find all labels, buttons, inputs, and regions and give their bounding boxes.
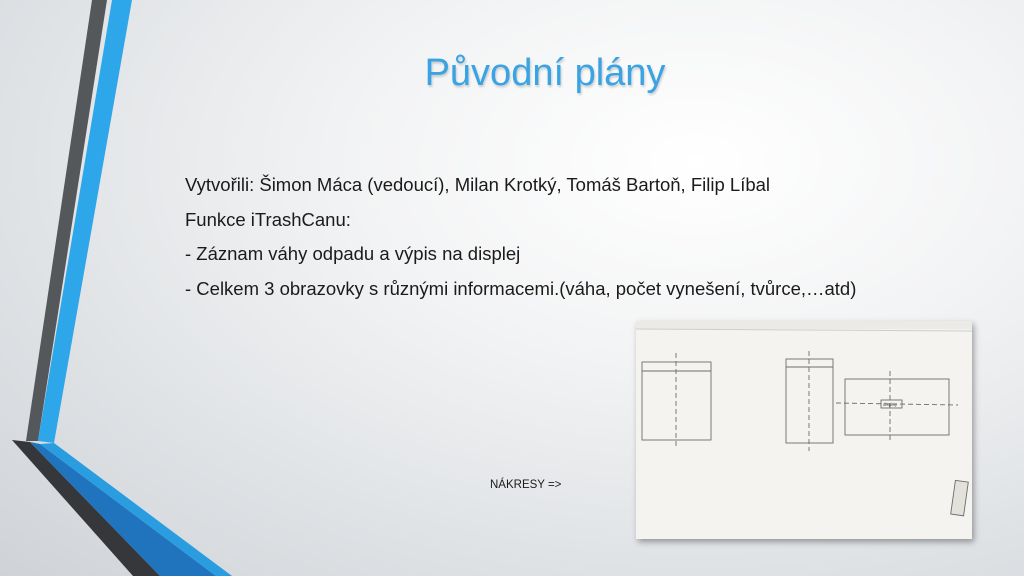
sketch-photo — [636, 321, 972, 539]
slide-body — [185, 168, 945, 306]
authors-line: Vytvořili: Šimon Máca (vedoucí), Milan Krotký, Tomáš Bartoň, Filip Líbal — [185, 174, 771, 195]
features-heading: Funkce iTrashCanu: — [185, 208, 351, 230]
feature-item: - Celkem 3 obrazovky s různými informacemi.(váha, počet vynešení, tvůrce,…atd) — [185, 277, 857, 299]
slide-title: Původní plány — [424, 52, 666, 94]
stripe-dark-upper — [26, 0, 107, 441]
sketch-display-label: display — [883, 402, 898, 407]
feature-item: - Záznam váhy odpadu a výpis na displej — [185, 243, 521, 264]
sketches-link[interactable]: NÁKRESY => — [490, 479, 562, 491]
